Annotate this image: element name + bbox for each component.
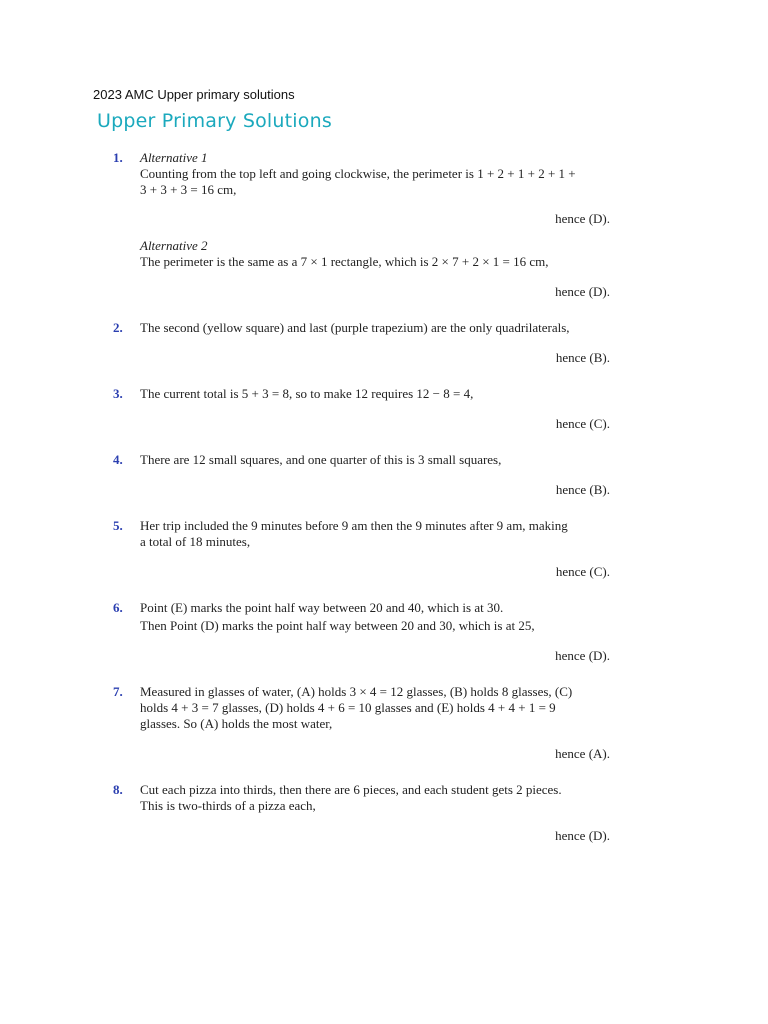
answer-hence: hence (B). — [555, 482, 610, 497]
answer-hence: hence (B). — [555, 350, 610, 365]
solution-text: The current total is 5 + 3 = 8, so to make 12 requires 12 − 8 = 4, — [140, 386, 474, 401]
solution-text: holds 4 + 3 = 7 glasses, (D) holds 4 + 6 = 10 glasses and (E) holds 4 + 4 + 1 = 9 — [140, 700, 556, 715]
solution-number: 3. — [113, 386, 123, 401]
answer-hence: hence (C). — [555, 564, 610, 579]
solution-text: Cut each pizza into thirds, then there are 6 pieces, and each student gets 2 pieces. — [140, 782, 562, 797]
solution-5 — [113, 518, 610, 580]
answer-hence: hence (C). — [555, 416, 610, 431]
solution-2 — [113, 320, 610, 366]
solution-text: glasses. So (A) holds the most water, — [140, 716, 333, 731]
solution-3 — [113, 386, 610, 432]
solution-8 — [113, 782, 610, 844]
answer-hence: hence (D). — [555, 828, 610, 843]
answer-hence: hence (D). — [555, 284, 610, 299]
solution-text: Measured in glasses of water, (A) holds 3 × 4 = 12 glasses, (B) holds 8 glasses, (C) — [140, 684, 573, 699]
solution-6 — [113, 600, 610, 664]
solution-1 — [113, 150, 610, 300]
answer-hence: hence (D). — [555, 648, 610, 663]
solution-text: 3 + 3 + 3 = 16 cm, — [140, 182, 237, 197]
solution-number: 5. — [113, 518, 123, 533]
solution-4 — [113, 452, 610, 498]
alternative-label: Alternative 1 — [140, 150, 208, 165]
solution-text: The perimeter is the same as a 7 × 1 rectangle, which is 2 × 7 + 2 × 1 = 16 cm, — [140, 254, 549, 269]
solution-text: Then Point (D) marks the point half way between 20 and 30, which is at 25, — [140, 618, 535, 633]
solutions-list — [113, 150, 610, 844]
section-title: Upper Primary Solutions — [97, 110, 332, 132]
solution-number: 1. — [113, 150, 123, 165]
solution-text: This is two-thirds of a pizza each, — [140, 798, 316, 813]
solution-number: 7. — [113, 684, 123, 699]
answer-hence: hence (A). — [555, 746, 610, 761]
solution-text: a total of 18 minutes, — [140, 534, 251, 549]
solution-number: 8. — [113, 782, 123, 797]
solution-7 — [113, 684, 610, 762]
document-header: 2023 AMC Upper primary solutions — [93, 87, 295, 102]
solution-text: Her trip included the 9 minutes before 9 am then the 9 minutes after 9 am, making — [140, 518, 568, 533]
alternative-label: Alternative 2 — [140, 238, 208, 253]
answer-hence: hence (D). — [555, 211, 610, 226]
solution-number: 2. — [113, 320, 123, 335]
solution-number: 4. — [113, 452, 123, 467]
solution-number: 6. — [113, 600, 123, 615]
solution-text: The second (yellow square) and last (purple trapezium) are the only quadrilaterals, — [140, 320, 570, 335]
solution-text: Counting from the top left and going clockwise, the perimeter is 1 + 2 + 1 + 2 + 1 + — [140, 166, 576, 181]
solution-text: There are 12 small squares, and one quarter of this is 3 small squares, — [140, 452, 502, 467]
solution-text: Point (E) marks the point half way between 20 and 40, which is at 30. — [140, 600, 504, 615]
